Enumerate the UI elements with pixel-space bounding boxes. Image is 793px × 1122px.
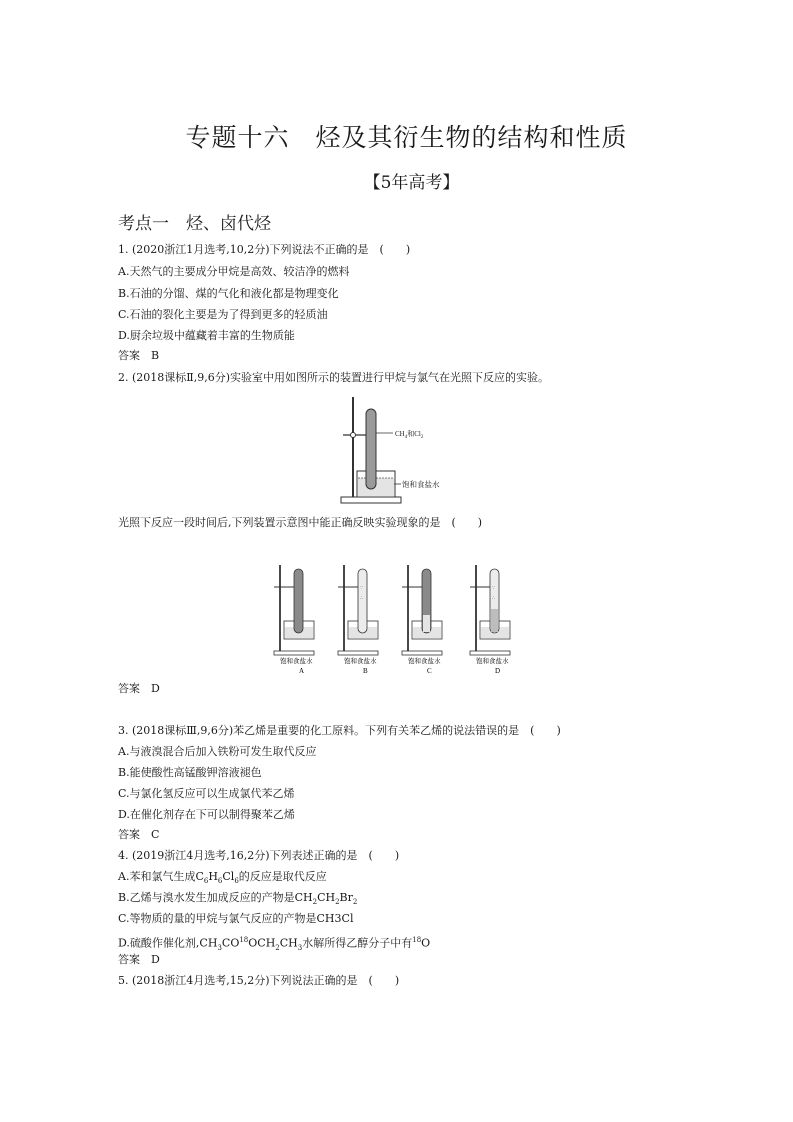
svg-text:B: B	[363, 667, 368, 675]
q5-stem: 5. (2018浙江4月选考,15,2分)下列说法正确的是 ( )	[118, 974, 400, 987]
section-heading: 考点一 烃、卤代烃	[118, 214, 271, 234]
q3-option-a: A.与液溴混合后加入铁粉可发生取代反应	[118, 745, 317, 758]
svg-text:∵: ∵	[360, 585, 364, 591]
q4-answer: 答案 D	[118, 953, 160, 966]
apparatus-figure	[335, 393, 465, 506]
svg-text:饱和食盐水: 饱和食盐水	[476, 657, 509, 665]
svg-text:D: D	[495, 667, 501, 675]
svg-text:C: C	[427, 667, 432, 675]
svg-text:饱和食盐水: 饱和食盐水	[280, 657, 313, 665]
saline-label: 饱和食盐水	[402, 480, 440, 489]
q1-stem: 1. (2020浙江1月选考,10,2分)下列说法不正确的是 ( )	[118, 243, 411, 256]
q4-option-d: D.硫酸作催化剂$,CH_3CO^{18}OCH_2CH_3$水解所得乙醇分子中有$^{18}$O	[118, 936, 431, 952]
q4-option-c: C.等物质的量的甲烷与氯气反应的产物是CH3Cl	[118, 912, 354, 925]
svg-text:A: A	[299, 667, 305, 675]
q1-option-c: C.石油的裂化主要是为了得到更多的轻质油	[118, 308, 328, 321]
q1-option-b: B.石油的分馏、煤的气化和液化都是物理变化	[118, 287, 339, 300]
page-subtitle: 【5年高考】	[363, 173, 460, 193]
svg-text:饱和食盐水: 饱和食盐水	[344, 657, 377, 665]
q1-option-a: A.天然气的主要成分甲烷是高效、较洁净的燃料	[118, 265, 350, 278]
q3-option-d: D.在催化剂存在下可以制得聚苯乙烯	[118, 808, 295, 821]
choice-b-apparatus	[338, 565, 378, 675]
choice-c-apparatus	[402, 565, 442, 675]
q3-stem: 3. (2018课标Ⅲ,9,6分)苯乙烯是重要的化工原料。下列有关苯乙烯的说法错误的是 ( )	[118, 724, 561, 737]
page-title: 专题十六 烃及其衍生物的结构和性质	[185, 123, 628, 152]
svg-text:∵: ∵	[492, 585, 496, 591]
svg-text:∴: ∴	[492, 595, 496, 601]
q4-option-b: B.乙烯与溴水发生加成反应的产物是$CH_2CH_2Br_2$	[118, 891, 358, 907]
choice-figures	[272, 559, 522, 677]
q3-option-b: B.能使酸性高锰酸钾溶液褪色	[118, 766, 262, 779]
q1-option-d: D.厨余垃圾中蕴藏着丰富的生物质能	[118, 329, 295, 342]
choice-d-apparatus	[470, 565, 510, 675]
q3-option-c: C.与氯化氢反应可以生成氯代苯乙烯	[118, 787, 295, 800]
q3-answer: 答案 C	[118, 828, 160, 841]
q4-stem: 4. (2019浙江4月选考,16,2分)下列表述正确的是 ( )	[118, 849, 400, 862]
q2-prompt: 光照下反应一段时间后,下列装置示意图中能正确反映实验现象的是 ( )	[118, 516, 483, 529]
q4-option-a: A.苯和氯气生成$C_6H_6Cl_6$的反应是取代反应	[118, 870, 327, 886]
svg-text:∴: ∴	[360, 595, 364, 601]
q1-answer: 答案 B	[118, 349, 160, 362]
q2-answer: 答案 D	[118, 682, 160, 695]
svg-text:CH4和Cl2: $CH_4$和$Cl_2$	[395, 430, 424, 440]
choice-a-apparatus	[274, 565, 314, 675]
q2-stem: 2. (2018课标Ⅱ,9,6分)实验室中用如图所示的装置进行甲烷与氯气在光照下反应的实验。	[118, 371, 550, 384]
svg-text:饱和食盐水: 饱和食盐水	[408, 657, 441, 665]
